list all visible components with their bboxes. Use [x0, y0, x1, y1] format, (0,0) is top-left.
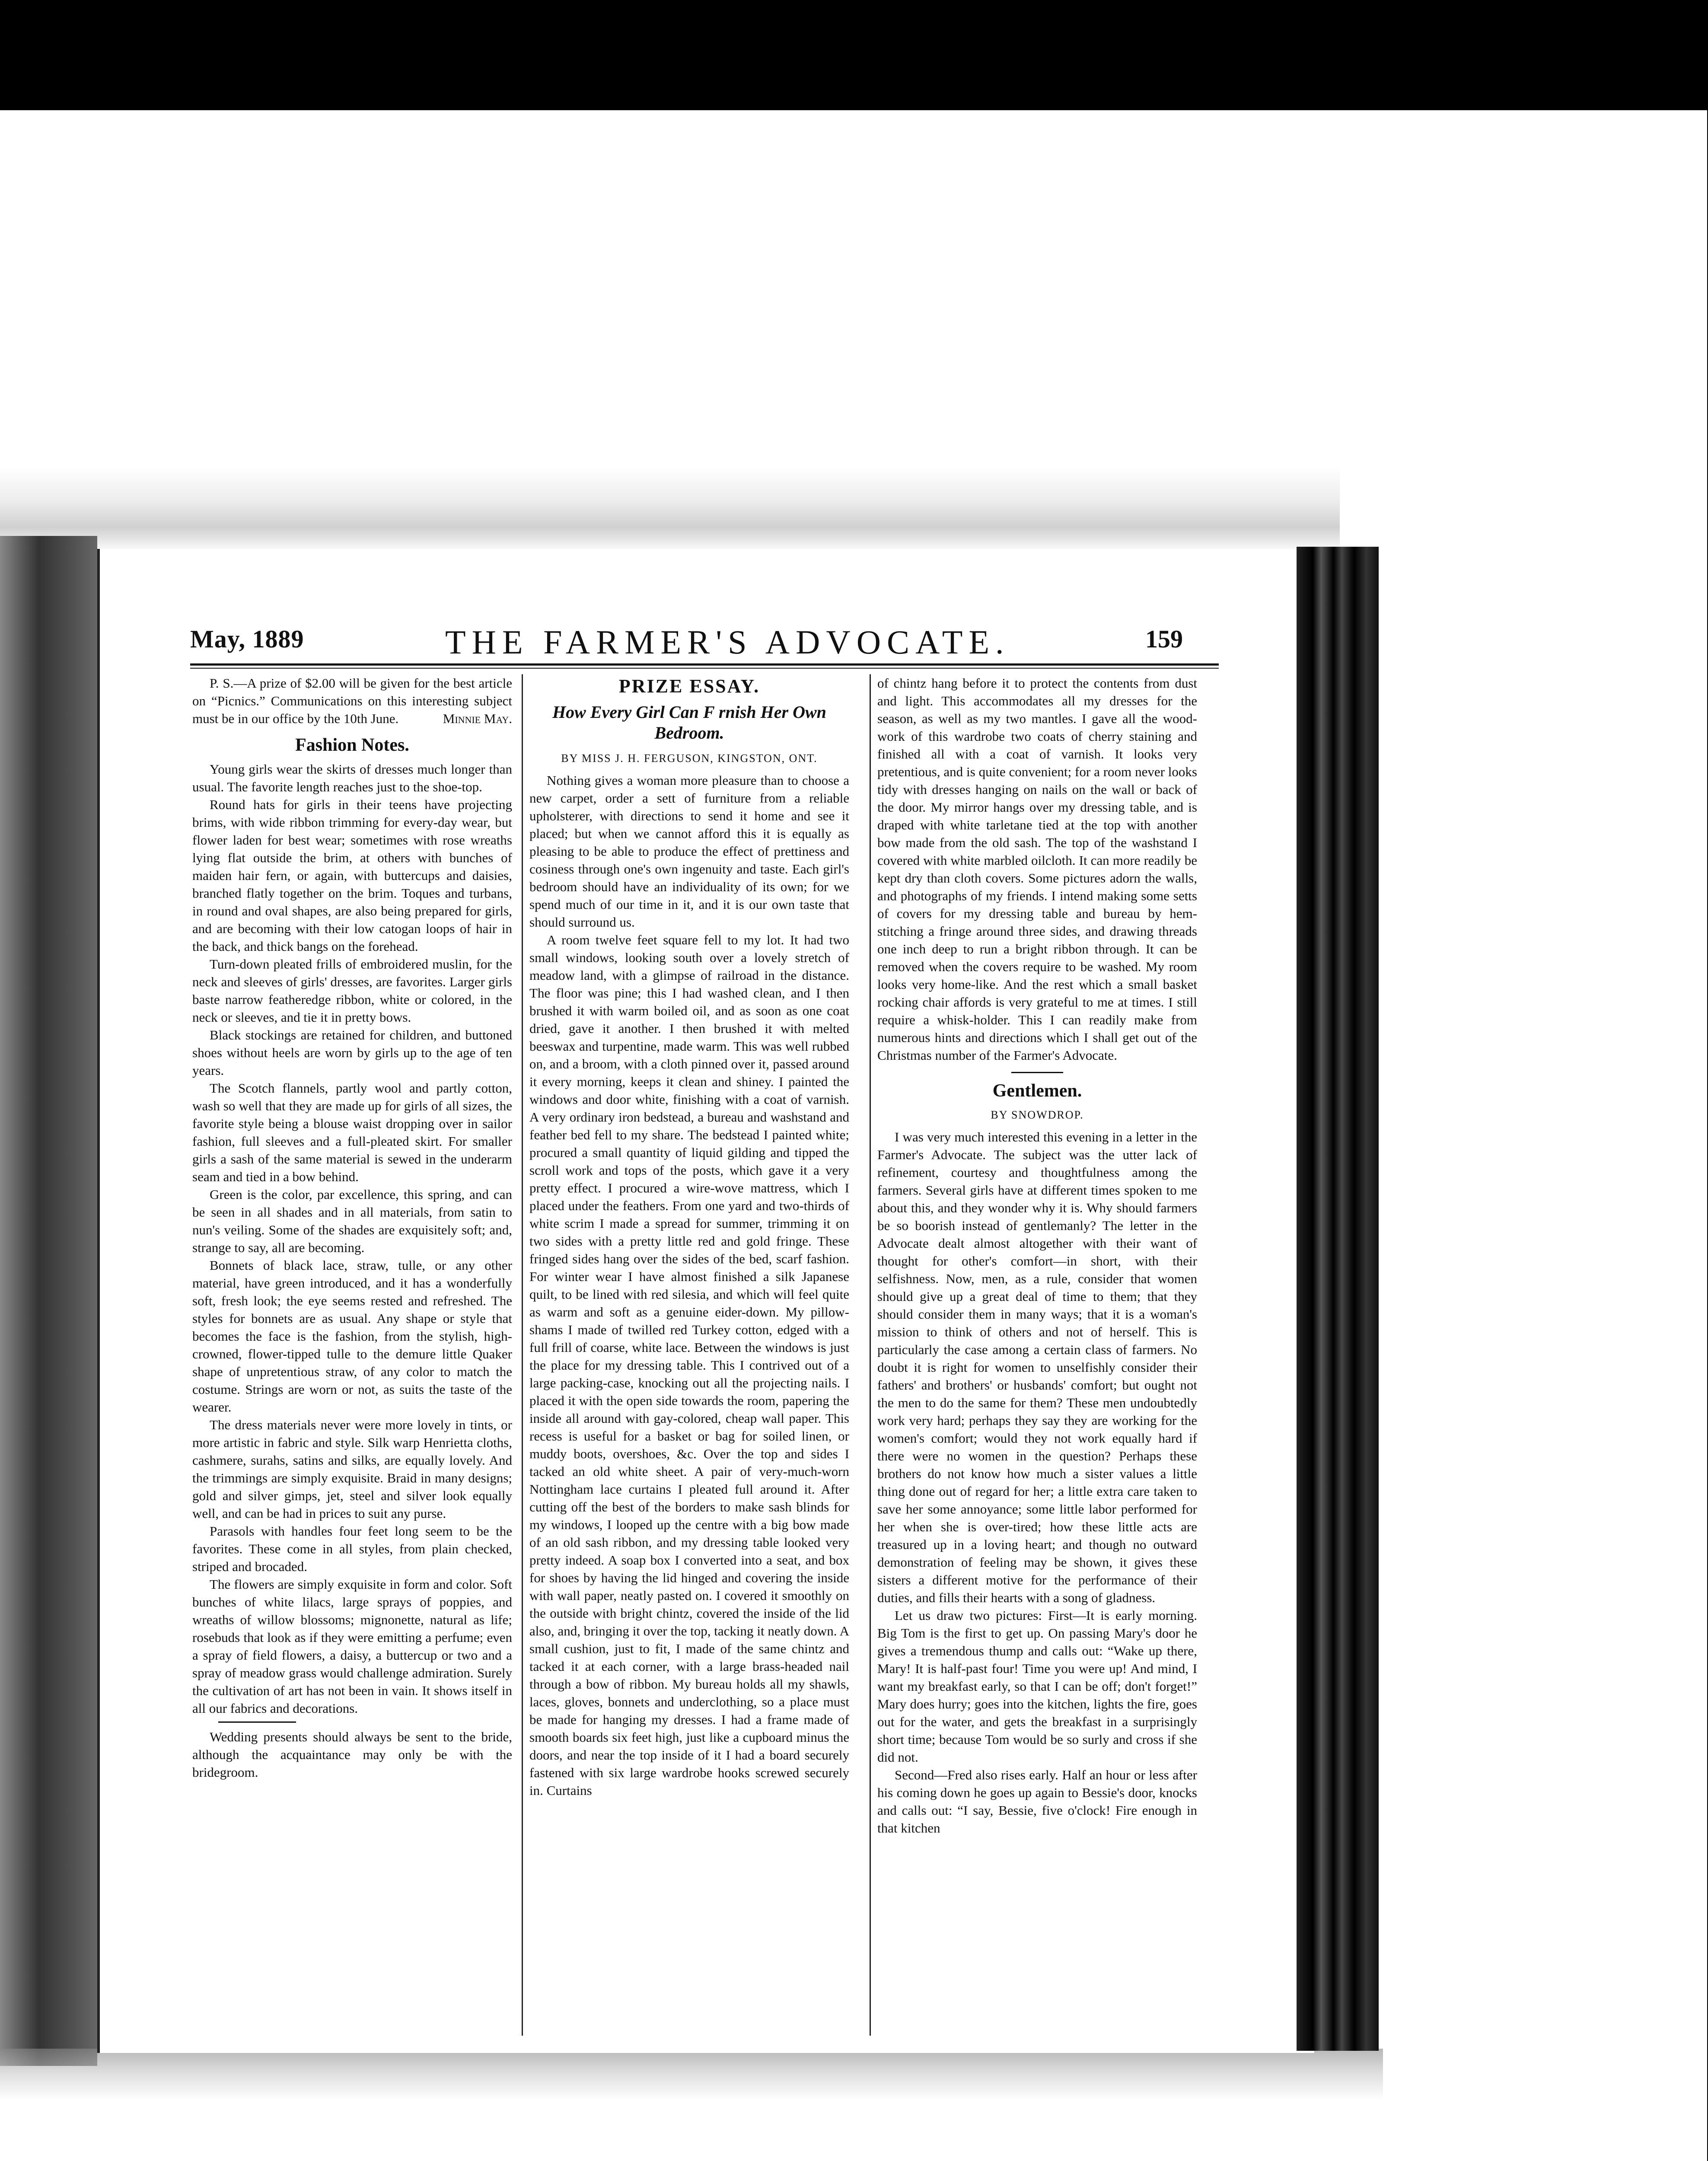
- page-header: [190, 625, 1219, 659]
- prize-essay-heading: PRIZE ESSAY.: [618, 676, 760, 697]
- column-3: [877, 674, 1197, 2070]
- header-rule: [190, 663, 1219, 666]
- paragraph: Let us draw two pictures: First—It is early morning. Big Tom is the first to get up. On passing Mary's door he gives a tremendous thump and calls out: “Wake up there, Mary! It is half-past four! Time you were up! And mind, I want my breakfast early, so that I can be off; don't forget!” Mary does hurry; goes into the kitchen, lights the fire, goes out for the water, and gets the breakfast in a surprisingly short time; because Tom would be so surly and cross if she did not.: [877, 1608, 1197, 1765]
- paragraph: The dress materials never were more lovely in tints, or more artistic in fabric and style. Silk warp Henrietta cloths, cashmere, surahs, satins and silks, are equally lovely. And the trimmings are simply exquisite. Braid in many designs; gold and silver gimps, jet, steel and silver look equally well, and can be had in prices to suit any purse.: [192, 1417, 512, 1521]
- paragraph: I was very much interested this evening in a letter in the Farmer's Advocate. The subject was the utter lack of refinement, courtesy and thoughtfulness among the farmers. Several girls have at different times spoken to me about this, and they wonder why it is. Why should farmers be so boorish instead of gentlemanly? The letter in the Advocate dealt almost altogether with their want of thought for other's comfort—in short, with their selfishness. Now, men, as a rule, consider that women should give up a great deal of time to them; that they should consider them in many ways; that it is a woman's mission to think of others and not of herself. This is particularly the case among a certain class of farmers. No doubt it is right for women to unselfishly consider their fathers' and brothers' or husbands' comfort; but ought not the men to do the same for them? These men undoubtedly work very hard; perhaps they say they are working for the women's comfort; would they not work equally hard if there were no women in the question? Perhaps these brothers do not know how much a sister values a little thing done out of regard for her; a little extra care taken to save her some annoyance; some little labor performed for her when she is over-tired; how these little acts are treasured up in a loving heart; and though no outward demonstration of feeling may be shown, it gives these sisters a different motive for the performance of their duties, and fills their hearts with a song of gladness.: [877, 1129, 1197, 1605]
- paragraph: Parasols with handles four feet long seem to be the favorites. These come in all styles, from plain checked, striped and brocaded.: [192, 1524, 512, 1574]
- column-divider-1: [522, 674, 523, 2036]
- gentlemen-byline: BY SNOWDROP.: [991, 1109, 1084, 1121]
- paragraph: A room twelve feet square fell to my lot. It had two small windows, looking south over a lovely stretch of meadow land, with a glimpse of railroad in the distance. The floor was pine; this I had washed clean, and I then brushed it with warm boiled oil, and as soon as one coat dried, gave it another. I then brushed it with melted beeswax and turpentine, made warm. This was well rubbed on, and a broom, with a cloth pinned over it, passed around it every morning, keeps it clean and shiney. I painted the windows and door white, finishing with a coat of varnish. A very ordinary iron bedstead, a bureau and washstand and feather bed fell to my share. The bedstead I painted white; procured a small quantity of liquid gilding and tipped the scroll work and tops of the posts, which gave it a very pretty effect. I procured a wire-wove mattress, which I placed under the feathers. From one yard and two-thirds of white scrim I made a spread for summer, trimming it on two sides with a pretty little red and gold fringe. These fringed sides hang over the sides of the bed, scarf fashion. For winter wear I have almost finished a silk Japanese quilt, to be lined with red silesia, and which will feel quite as warm and soft as a genuine eider-down. My pillow-shams I made of twilled red Turkey cotton, edged with a full frill of coarse, white lace. Between the windows is just the place for my dressing table. This I contrived out of a large packing-case, knocking out all the projecting nails. I placed it with the open side towards the room, papering the inside all around with gay-colored, cheap wall paper. This recess is useful for a basket or bag for soiled linen, or muddy boots, overshoes, &c. Over the top and sides I tacked an old white sheet. A pair of very-much-worn Nottingham lace curtains I pleated full around it. After cutting off the best of the borders to make sash blinds for my windows, I looped up the centre with a big bow made of an old sash ribbon, and my dressing table looked very pretty indeed. A soap box I converted into a seat, and box for shoes by having the lid hinged and covering the inside with wall paper, neatly pasted on. I covered it smoothly on the outside with bright chintz, covered the inside of the lid also, and, bringing it over the top, tacking it neatly down. A small cushion, just to fit, I made of the same chintz and tacked it at each corner, with a large brass-headed nail through a bow of ribbon. My bureau holds all my shawls, laces, gloves, bonnets and underclothing, so a place must be made for hanging my dresses. I had a frame made of smooth boards six feet high, just like a cupboard minus the doors, and near the top inside of it I had a board securely fastened with six large wardrobe hooks screwed securely in. Curtains: [529, 932, 849, 1798]
- paragraph: Young girls wear the skirts of dresses much longer than usual. The favorite length reaches just to the shoe-top.: [192, 762, 512, 794]
- paragraph: Second—Fred also rises early. Half an hour or less after his coming down he goes up again to Bessie's door, knocks and calls out: “I say, Bessie, five o'clock! Fire enough in that kitchen: [877, 1767, 1197, 1836]
- paragraph: The Scotch flannels, partly wool and partly cotton, wash so well that they are made up for girls of all sizes, the favorite style being a blouse waist dropping over in sailor fashion, full sleeves and a full-pleated skirt. For smaller girls a sash of the same material is sewed in the underarm seam and tied in a bow behind.: [192, 1080, 512, 1184]
- fashion-notes-heading: Fashion Notes.: [295, 735, 409, 755]
- separator-rule: [1011, 1072, 1063, 1073]
- header-page-number: 159: [1145, 625, 1183, 653]
- column-2: [529, 674, 849, 2070]
- paragraph: Green is the color, par excellence, this spring, and can be seen in all shades and in all materials, from satin to nun's veiling. Some of the shades are exquisitely soft; and, strange to say, all are becoming.: [192, 1187, 512, 1255]
- header-date: May, 1889: [190, 625, 304, 653]
- separator-rule: [218, 1721, 296, 1723]
- paragraph: Turn-down pleated frills of embroidered muslin, for the neck and sleeves of girls' dresses, are favorites. Larger girls baste narrow featheredge ribbon, white or colored, in the neck or sleeves, and tie it in pretty bows.: [192, 956, 512, 1025]
- column-1: [192, 674, 512, 2070]
- essay-title: How Every Girl Can F rnish Her Own Bedroom.: [552, 702, 826, 743]
- wedding-paragraph: Wedding presents should always be sent to the bride, although the acquaintance may only be with the bridegroom.: [192, 1729, 512, 1780]
- header-title: THE FARMER'S ADVOCATE.: [445, 623, 1010, 661]
- book-binding: [1297, 547, 1379, 2051]
- ps-signature: Minnie May.: [443, 711, 512, 726]
- essay-byline: BY MISS J. H. FERGUSON, KINGSTON, ONT.: [561, 752, 818, 765]
- left-page-spine: [0, 536, 97, 2066]
- paragraph: Bonnets of black lace, straw, tulle, or any other material, have green introduced, and it has a wonderfully soft, fresh look; the eye seems rested and refreshed. The styles for bonnets are as usual. Any shape or style that becomes the face is the fashion, from the stylish, high-crowned, flower-tipped tulle to the demure little Quaker shape of unpretentious straw, of any color to match the costume. Strings are worn or not, as suits the taste of the wearer.: [192, 1258, 512, 1415]
- gentlemen-heading: Gentlemen.: [992, 1081, 1082, 1101]
- ps-paragraph: [192, 674, 512, 727]
- paragraph: Round hats for girls in their teens have projecting brims, with wide ribbon trimming for every-day wear, but flower laden for best wear; sometimes with rose wreaths lying flat outside the brim, at others with bunches of maiden hair fern, or again, with buttercups and daisies, branched flatly together on the brim. Toques and turbans, in round and oval shapes, are also being prepared for girls, and are becoming with their low catogan loops of hair in the back, and thick bangs on the forehead.: [192, 797, 512, 954]
- column-divider-2: [870, 674, 871, 2036]
- paragraph: Nothing gives a woman more pleasure than to choose a new carpet, order a sett of furniture from a reliable upholsterer, with directions to send it home and see it placed; but when we cannot afford this it is equally as pleasing to be able to produce the effect of prettiness and cosiness through one's own ingenuity and taste. Each girl's bedroom should have an individuality of its own; for we spend much of our time in it, and it is our own taste that should surround us.: [529, 773, 849, 930]
- paragraph: of chintz hang before it to protect the contents from dust and light. This accommodates all my dresses for the season, as well as my two mantles. I gave all the wood-work of this wardrobe two coats of cherry staining and finished all with a coat of varnish. It looks very pretentious, and is quite convenient; for a room never looks tidy with dresses hanging on nails on the wall or back of the door. My mirror hangs over my dressing table, and is draped with white tarletane tied at the top with another bow made from the old sash. The top of the washstand I covered with white marbled oilcloth. It can more readily be kept dry than cloth covers. Some pictures adorn the walls, and photographs of my friends. I intend making some setts of covers for my dressing table and bureau by hem-stitching a fringe around three sides, and drawing threads one inch deep to run a bright ribbon through. It can be removed when the covers require to be washed. My room looks very home-like. And the rest which a small basket rocking chair affords is very grateful to me at times. I still require a whisk-holder. This I can readily make from numerous hints and directions which I shall get out of the Christmas number of the Farmer's Advocate.: [877, 676, 1197, 1063]
- paragraph: Black stockings are retained for children, and buttoned shoes without heels are worn by girls up to the age of ten years.: [192, 1027, 512, 1078]
- page-edge-shadow: [0, 467, 1340, 553]
- ps-text: P. S.—A prize of $2.00 will be given for the best article on “Picnics.” Communications on this interesting subject must be in our office by the 10th June.: [192, 676, 512, 726]
- paragraph: The flowers are simply exquisite in form and color. Soft bunches of white lilacs, large sprays of poppies, and wreaths of willow blossoms; mignonette, natural as life; rosebuds that look as if they were emitting a perfume; even a spray of field flowers, a daisy, a buttercup or two and a spray of meadow grass would challenge admiration. Surely the cultivation of art has not been in vain. It shows itself in all our fabrics and decorations.: [192, 1577, 512, 1716]
- header-rule-thin: [190, 668, 1219, 669]
